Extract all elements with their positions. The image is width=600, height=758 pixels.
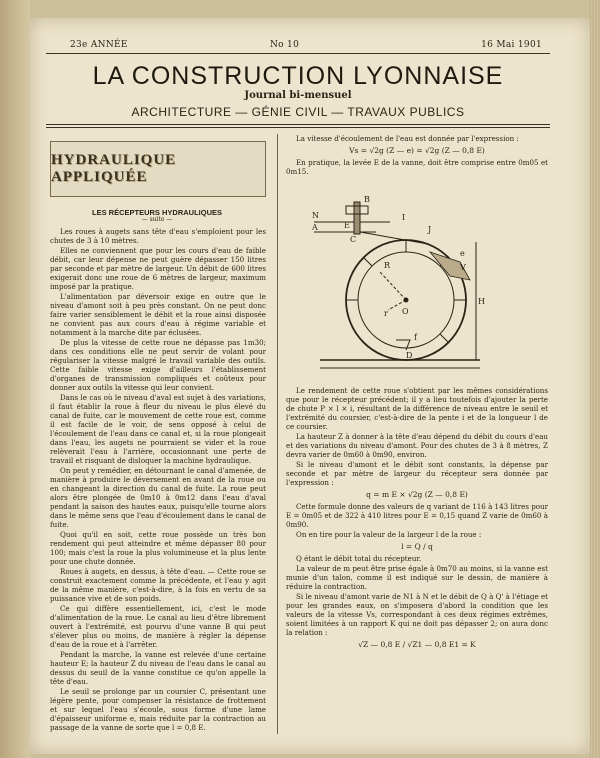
fig-label: r (384, 309, 388, 318)
article-subtitle: — suite — (141, 216, 173, 223)
masthead-tagline: ARCHITECTURE — GÉNIE CIVIL — TRAVAUX PUBLICS (131, 105, 465, 119)
fig-label: e (460, 249, 465, 258)
fig-label: J (428, 225, 432, 234)
paragraph: En pratique, la levée E de la vanne, doit être comprise entre 0m05 et 0m15. (286, 158, 548, 176)
formula-discharge: q = m E × √2g (Z — 0,8 E) (366, 490, 468, 499)
paragraph: Q étant le débit total du récepteur. (296, 554, 422, 563)
paragraph: On peut y remédier, en détournant le canal d'amenée, de manière à produire le déversement en avant de la roue ou en changeant la direction du canal de fuite. La roue peut alors être plongée de 0m10 à 0m12 dans l'eau d'aval pendant la saison des hautes eaux, puisqu'elle tourne alors dans le même sens que l'eau d'écoulement dans le canal de fuite. (50, 466, 266, 529)
paragraph: Si le niveau d'amont varie de N1 à N et le débit de Q à Q' à l'étiage et pour les grandes eaux, on s'imposera d'abord la condition que les valeurs de la vitesse Vs, correspondant à ces deux régimes extrêmes, soient limitées à un rapport K qui ne doit pas dépasser 2; on aura donc la relation : (286, 592, 548, 637)
sluice-gate (354, 202, 360, 234)
fig-label: A (312, 223, 318, 232)
radius-R (380, 272, 406, 300)
paragraph: La valeur de m peut être prise égale à 0m70 au moins, si la vanne est munie d'un talon, comme il est indiqué sur le dessin, de manière à réduire la contraction. (286, 564, 548, 591)
article-title: LES RÉCEPTEURS HYDRAULIQUES (91, 208, 223, 217)
masthead-rule (46, 124, 550, 125)
issue-date: 16 Mai 1901 (481, 40, 542, 50)
paragraph: Roues à augets, en dessus, à tête d'eau. — Cette roue se construit exactement comme la précédente, et l'eau y agit de la même manière, c'est-à-dire, à la fois en vertu de sa puissance vive et de son poids. (50, 567, 266, 603)
paragraph: On en tire pour la valeur de la largeur l de la roue : (296, 530, 482, 539)
paragraph: Le seuil se prolonge par un coursier C, présentant une légère pente, pour compenser la résistance de frottement et sur lequel l'eau s'écoule, sous forme d'une lame d'épaisseur uniforme e, mais réduite par la contraction au passage de la vanne de sorte que l = 0,8 E. (50, 687, 266, 732)
paragraph: Les roues à augets sans tête d'eau s'emploient pour les chutes de 3 à 10 mètres. (50, 227, 266, 245)
paragraph: La hauteur Z à donner à la tête d'eau dépend du débit du cours d'eau et des variations du niveau d'amont. Pour des chutes de 3 à 8 mètres, Z devra varier de 0m60 à 0m90, environ. (286, 432, 548, 459)
left-column (50, 227, 266, 733)
book-spine (0, 0, 30, 758)
fig-label: O (402, 307, 409, 316)
paragraph: De plus la vitesse de cette roue ne dépasse pas 1m30; dans ces conditions elle ne peut servir de volant pour régulariser la vitesse malgré le travail variable des outils. Cette faible vitesse exige d'ailleurs l'établissement d'organes de transmission compliqués et coûteux pour donner aux outils la vitesse qui leur convient. (50, 338, 266, 392)
fig-label: f (414, 333, 417, 342)
right-column-bottom (286, 386, 548, 652)
waterwheel-figure (310, 192, 486, 376)
paragraph: Pendant la marche, la vanne est relevée d'une certaine hauteur E; la hauteur Z du niveau de l'eau dans le canal au dessus du seuil de la vanne constitue ce qu'on appelle la tête d'eau. (50, 650, 266, 686)
fig-label: N (312, 211, 319, 220)
header-rule (46, 53, 550, 54)
paragraph: La vitesse d'écoulement de l'eau est donnée par l'expression : (296, 134, 519, 143)
formula-ratio: √Z — 0,8 E / √Z1 — 0,8 E1 = K (358, 640, 476, 649)
arrow-f (396, 340, 410, 350)
column-divider (277, 134, 278, 734)
coursier (360, 232, 428, 244)
section-banner: HYDRAULIQUE APPLIQUÉE (50, 141, 266, 197)
issue-number: No 10 (270, 40, 300, 50)
fig-label: I (402, 213, 406, 222)
paragraph: Ce qui diffère essentiellement, ici, c'est le mode d'alimentation de la roue. Le canal au lieu d'être librement ouvert à l'extrémité, est pourvu d'une vanne B qui peut s'élever plus ou moins, de manière à régler la dépense d'eau de la roue et à l'arrêter. (50, 604, 266, 649)
formula-velocity: Vs = √2g (Z — e) = √2g (Z — 0,8 E) (349, 146, 485, 155)
wheel-buckets (346, 240, 466, 342)
year-label: 23e ANNÉE (70, 40, 128, 50)
paragraph: Le rendement de cette roue s'obtient par les mêmes considérations que pour le récepteur précédent; il y a lieu toutefois d'ajouter la perte de chute P × l × i, résultant de la différence de niveau entre le seuil et l'extrémité du coursier, c'est-à-dire de la pente i et de la longueur l de ce coursier. (286, 386, 548, 431)
fig-label: D (406, 351, 413, 360)
paragraph: Cette formule donne des valeurs de q variant de 116 à 143 litres pour E = 0m05 et de 322 à 410 litres pour E = 0,15 quand Z varie de 0m60 à 0m90. (286, 502, 548, 529)
paragraph: Elles ne conviennent que pour les cours d'eau de faible débit, car leur dépense ne peut guère dépasser 150 litres par seconde et par mètre de largeur. Un débit de 600 litres exigerait donc une roue de 6 mètres de largeur, maximum imposé par la pratique. (50, 246, 266, 291)
formula-width: l = Q / q (401, 542, 433, 551)
paragraph: Dans le cas où le niveau d'aval est sujet à des variations, il faut établir la roue à fleur du niveau le plus élevé du canal de fuite, car le mouvement de cette roue est, comme il est facile de le voir, de sens opposé à celui de l'écoulement de l'eau dans ce canal et, si la roue plongeait dans l'eau, les augets ne pourraient se vider et la roue relèverait l'eau à l'arrière, occasionnant une perte de travail et risquant de disloquer la machine hydraulique. (50, 393, 266, 465)
right-column-top (286, 134, 548, 177)
fig-label: B (364, 195, 370, 204)
paragraph: Si le niveau d'amont et le débit sont constants, la dépense par seconde et par mètre de largeur du récepteur sera donnée par l'expression : (286, 460, 548, 487)
masthead-title: LA CONSTRUCTION LYONNAISE (92, 62, 504, 90)
fig-label: R (384, 261, 391, 270)
paragraph: L'alimentation par déversoir exige en outre que le niveau d'amont soit à peu près constant. On ne peut donc faire varier sensiblement le débit et la roue ainsi disposée ne convient pas aux cours d'eau à régime variable et notamment à la marche dite par éclusées. (50, 292, 266, 337)
masthead-subtitle: Journal bi-mensuel (244, 90, 352, 101)
fig-label: V (460, 263, 466, 272)
fig-label: E (344, 221, 350, 230)
masthead-rule-2 (46, 127, 550, 128)
paragraph: Quoi qu'il en soit, cette roue possède un très bon rendement qui peut atteindre et même dépasser 80 pour 100; mais c'est la roue la plus volumineuse et la plus lente pour une chute donnée. (50, 530, 266, 566)
fig-label: H (478, 297, 485, 306)
fig-label: C (350, 235, 357, 244)
